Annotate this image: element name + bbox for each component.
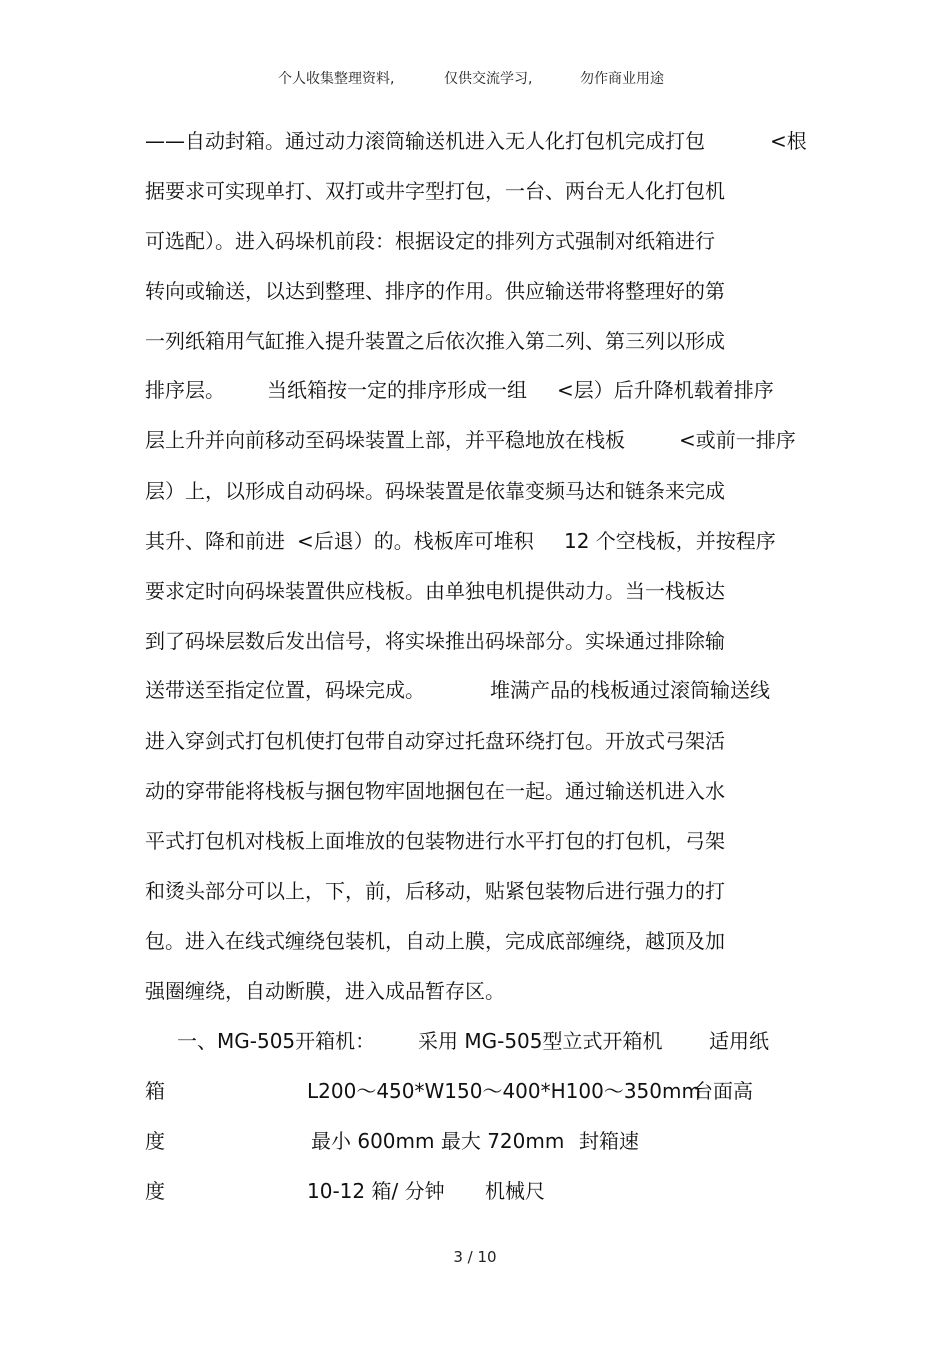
page-number: 3 / 10 bbox=[453, 1248, 497, 1266]
header-middle: 仅供交流学习, bbox=[444, 71, 533, 87]
header-right: 勿作商业用途 bbox=[580, 71, 664, 87]
page-header bbox=[0, 68, 950, 92]
header-left: 个人收集整理资料, bbox=[278, 71, 395, 87]
